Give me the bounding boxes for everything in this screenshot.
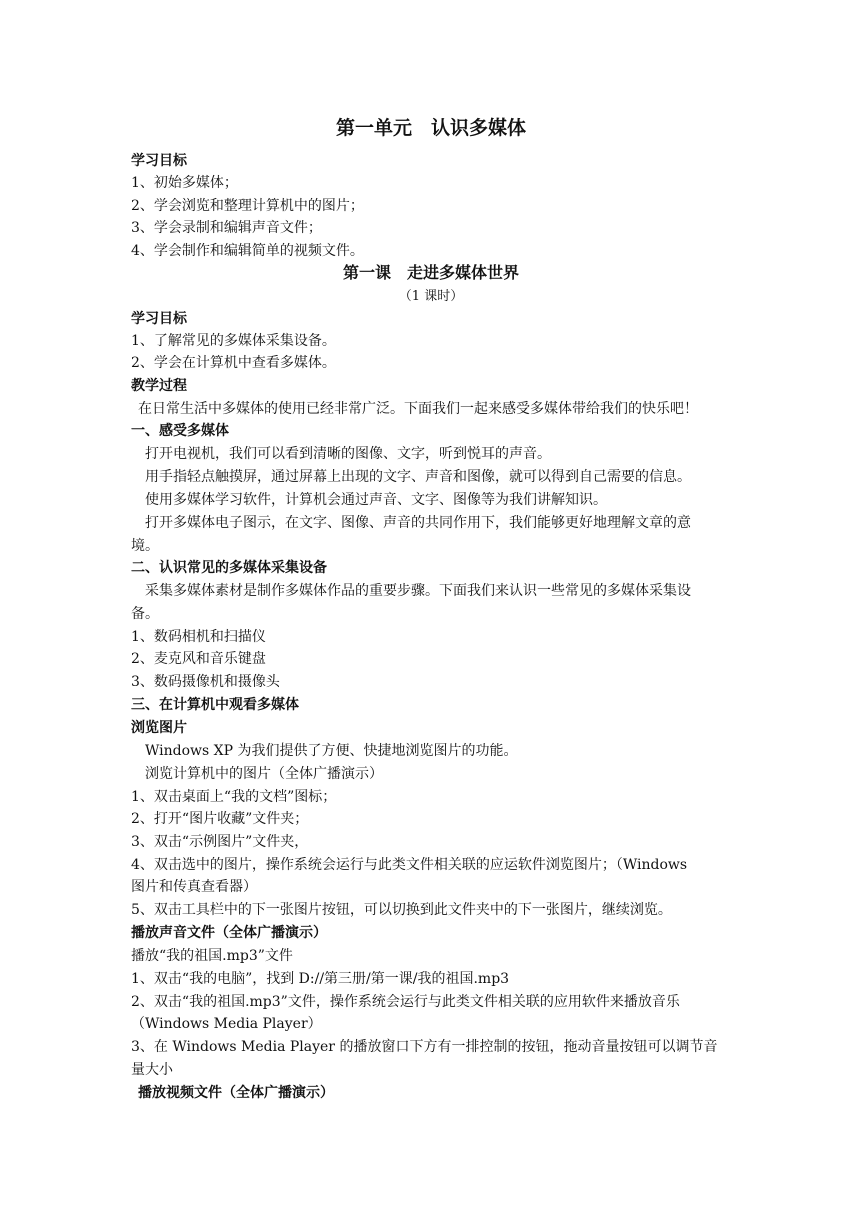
unit-goals-heading: 学习目标	[131, 153, 187, 169]
section1-heading: 一、感受多媒体	[131, 423, 229, 439]
section1-paragraph: 境。	[131, 538, 159, 554]
browse-step: 5、双击工具栏中的下一张图片按钮，可以切换到此文件夹中的下一张图片，继续浏览。	[131, 902, 672, 918]
browse-step: 图片和传真查看器）	[131, 879, 257, 895]
unit-title: 第一单元 认识多媒体	[335, 117, 526, 139]
audio-line: 1、双击“我的电脑”，找到 D://第三册/第一课/我的祖国.mp3	[131, 971, 510, 987]
lesson-goals-heading: 学习目标	[131, 311, 187, 327]
process-heading: 教学过程	[131, 378, 187, 394]
browse-line: 浏览计算机中的图片（全体广播演示）	[145, 766, 383, 782]
browse-step: 3、双击“示例图片”文件夹，	[131, 834, 309, 850]
audio-line: 播放“我的祖国.mp3”文件	[131, 948, 293, 964]
section1-paragraph: 使用多媒体学习软件，计算机会通过声音、文字、图像等为我们讲解知识。	[145, 492, 607, 508]
section2-item: 3、数码摄像机和摄像头	[131, 674, 280, 690]
unit-goal-item: 1、初始多媒体；	[131, 175, 238, 191]
lesson-title: 第一课 走进多媒体世界	[342, 263, 519, 282]
audio-heading: 播放声音文件（全体广播演示）	[131, 925, 327, 941]
lesson-goal-item: 1、了解常见的多媒体采集设备。	[131, 333, 336, 349]
lesson-goal-item: 2、学会在计算机中查看多媒体。	[131, 355, 336, 371]
lesson-hours: （1 课时）	[398, 289, 464, 304]
audio-line: 量大小	[131, 1062, 173, 1078]
unit-goal-item: 3、学会录制和编辑声音文件；	[131, 220, 322, 236]
browse-line: Windows XP 为我们提供了方便、快捷地浏览图片的功能。	[145, 743, 518, 759]
section1-paragraph: 用手指轻点触摸屏，通过屏幕上出现的文字、声音和图像，就可以得到自己需要的信息。	[145, 469, 691, 485]
intro-paragraph: 在日常生活中多媒体的使用已经非常广泛。下面我们一起来感受多媒体带给我们的快乐吧！	[138, 401, 698, 417]
audio-line: 3、在 Windows Media Player 的播放窗口下方有一排控制的按钮，拖动音量按钮可以调节音	[131, 1039, 718, 1055]
audio-line: （Windows Media Player）	[131, 1016, 322, 1032]
video-heading: 播放视频文件（全体广播演示）	[138, 1085, 334, 1101]
unit-goal-item: 4、学会制作和编辑简单的视频文件。	[131, 243, 364, 259]
browse-heading: 浏览图片	[131, 720, 187, 736]
section3-heading: 三、在计算机中观看多媒体	[131, 697, 299, 713]
section2-paragraph: 备。	[131, 606, 159, 622]
section2-item: 2、麦克风和音乐键盘	[131, 651, 266, 667]
section1-paragraph: 打开电视机，我们可以看到清晰的图像、文字，听到悦耳的声音。	[145, 446, 551, 462]
browse-step: 1、双击桌面上“我的文档”图标；	[131, 789, 337, 805]
section2-item: 1、数码相机和扫描仪	[131, 629, 266, 645]
section2-heading: 二、认识常见的多媒体采集设备	[131, 560, 327, 576]
unit-goal-item: 2、学会浏览和整理计算机中的图片；	[131, 198, 364, 214]
section2-paragraph: 采集多媒体素材是制作多媒体作品的重要步骤。下面我们来认识一些常见的多媒体采集设	[145, 583, 691, 599]
browse-step: 2、打开“图片收藏”文件夹；	[131, 811, 309, 827]
section1-paragraph: 打开多媒体电子图示，在文字、图像、声音的共同作用下，我们能够更好地理解文章的意	[145, 515, 691, 531]
browse-step: 4、双击选中的图片，操作系统会运行与此类文件相关联的应运软件浏览图片；（Windows	[131, 857, 688, 873]
audio-line: 2、双击“我的祖国.mp3”文件，操作系统会运行与此类文件相关联的应用软件来播放音乐	[131, 994, 680, 1010]
